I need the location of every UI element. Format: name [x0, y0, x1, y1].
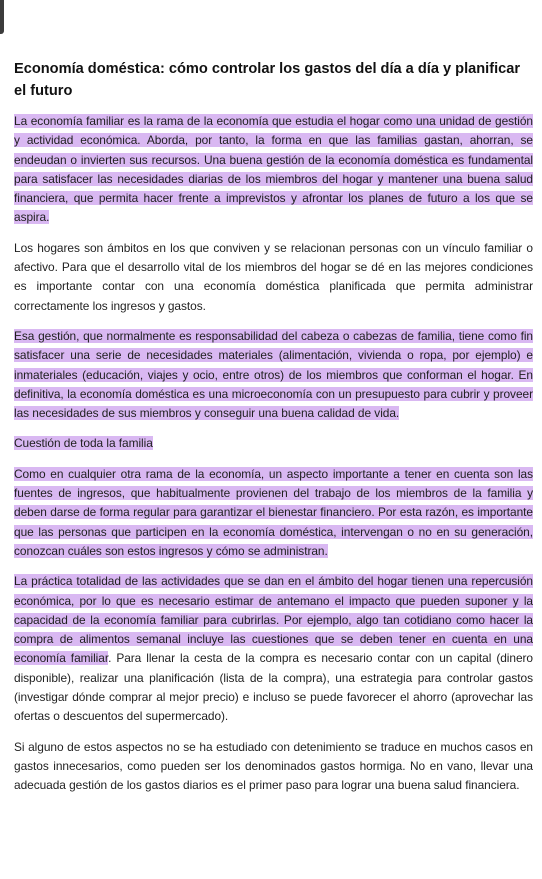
document-title: Economía doméstica: cómo controlar los gastos del día a día y planificar el futuro	[14, 61, 521, 99]
highlighted-text: Cuestión de toda la familia	[14, 436, 153, 451]
paragraph-2	[14, 239, 533, 316]
highlighted-text: Esa gestión, que normalmente es responsabilidad del cabeza o cabezas de familia, tiene como fin satisfacer una serie de necesidades materiales (alimentación, vivienda o ropa, por ejemplo) e inmateriales (educación, viajes y ocio, entre otros) de los miembros que conforman el hogar. En definitiva, la economía doméstica es una microeconomía con un presupuesto para cubrir y proveer las necesidades de sus miembros y conseguir una buena calidad de vida.	[14, 328, 533, 421]
highlighted-text: La economía familiar es la rama de la economía que estudia el hogar como una unidad de gestión y actividad económica. Aborda, por tanto, la forma en que las familias gastan, ahorran, se endeudan o invierten sus recursos. Una buena gestión de la economía doméstica es fundamental para satisfacer las necesidades diarias de los miembros del hogar y mantener una buena salud financiera, que permita hacer frente a imprevistos y afrontar los planes de futuro a los que se aspira.	[14, 114, 533, 225]
highlighted-text: Como en cualquier otra rama de la economía, un aspecto importante a tener en cuenta son las fuentes de ingresos, que habitualmente provienen del trabajo de los miembros de la familia y deben darse de forma regular para garantizar el bienestar financiero. Por esta razón, es importante que las personas que participen en la economía doméstica, intervengan o no en su generación, conozcan cuáles son estos ingresos y cómo se administran.	[14, 466, 533, 558]
paragraph-5	[14, 572, 533, 726]
section-subheading	[14, 434, 533, 453]
plain-text: Los hogares son ámbitos en los que conviven y se relacionan personas con un vínculo familiar o afectivo. Para que el desarrollo vital de los miembros del hogar se dé en las mejores condiciones es importante contar con una economía doméstica planificada que permita administrar correctamente los ingresos y gastos.	[14, 240, 533, 313]
page-edge-mark	[0, 0, 4, 34]
highlighted-text: La práctica totalidad de las actividades que se dan en el ámbito del hogar tienen una repercusión económica, por lo que es necesario estimar de antemano el impacto que pueden suponer y la capacidad de la economía familiar para cubrirlas. Por ejemplo, algo tan cotidiano como hacer la compra de alimentos semanal incluye las cuestiones que se deben tener en cuenta en una economía familiar	[14, 574, 533, 666]
plain-text: . Para llenar la cesta de la compra es necesario contar con un capital (dinero disponible), realizar una planificación (lista de la compra), una estrategia para controlar gastos (investigar dónde comprar al mejor precio) e incluso se puede favorecer el ahorro (aprovechar las ofertas o descuentos del supermercado).	[14, 651, 533, 724]
paragraph-3	[14, 327, 533, 423]
paragraph-6	[14, 738, 533, 796]
paragraph-1	[14, 112, 533, 228]
paragraph-4	[14, 465, 533, 561]
plain-text: Si alguno de estos aspectos no se ha estudiado con detenimiento se traduce en muchos casos en gastos innecesarios, como pueden ser los denominados gastos hormiga. No en vano, llevar una adecuada gestión de los gastos diarios es el primer paso para lograr una buena salud financiera.	[14, 739, 533, 793]
document-body	[14, 58, 533, 807]
